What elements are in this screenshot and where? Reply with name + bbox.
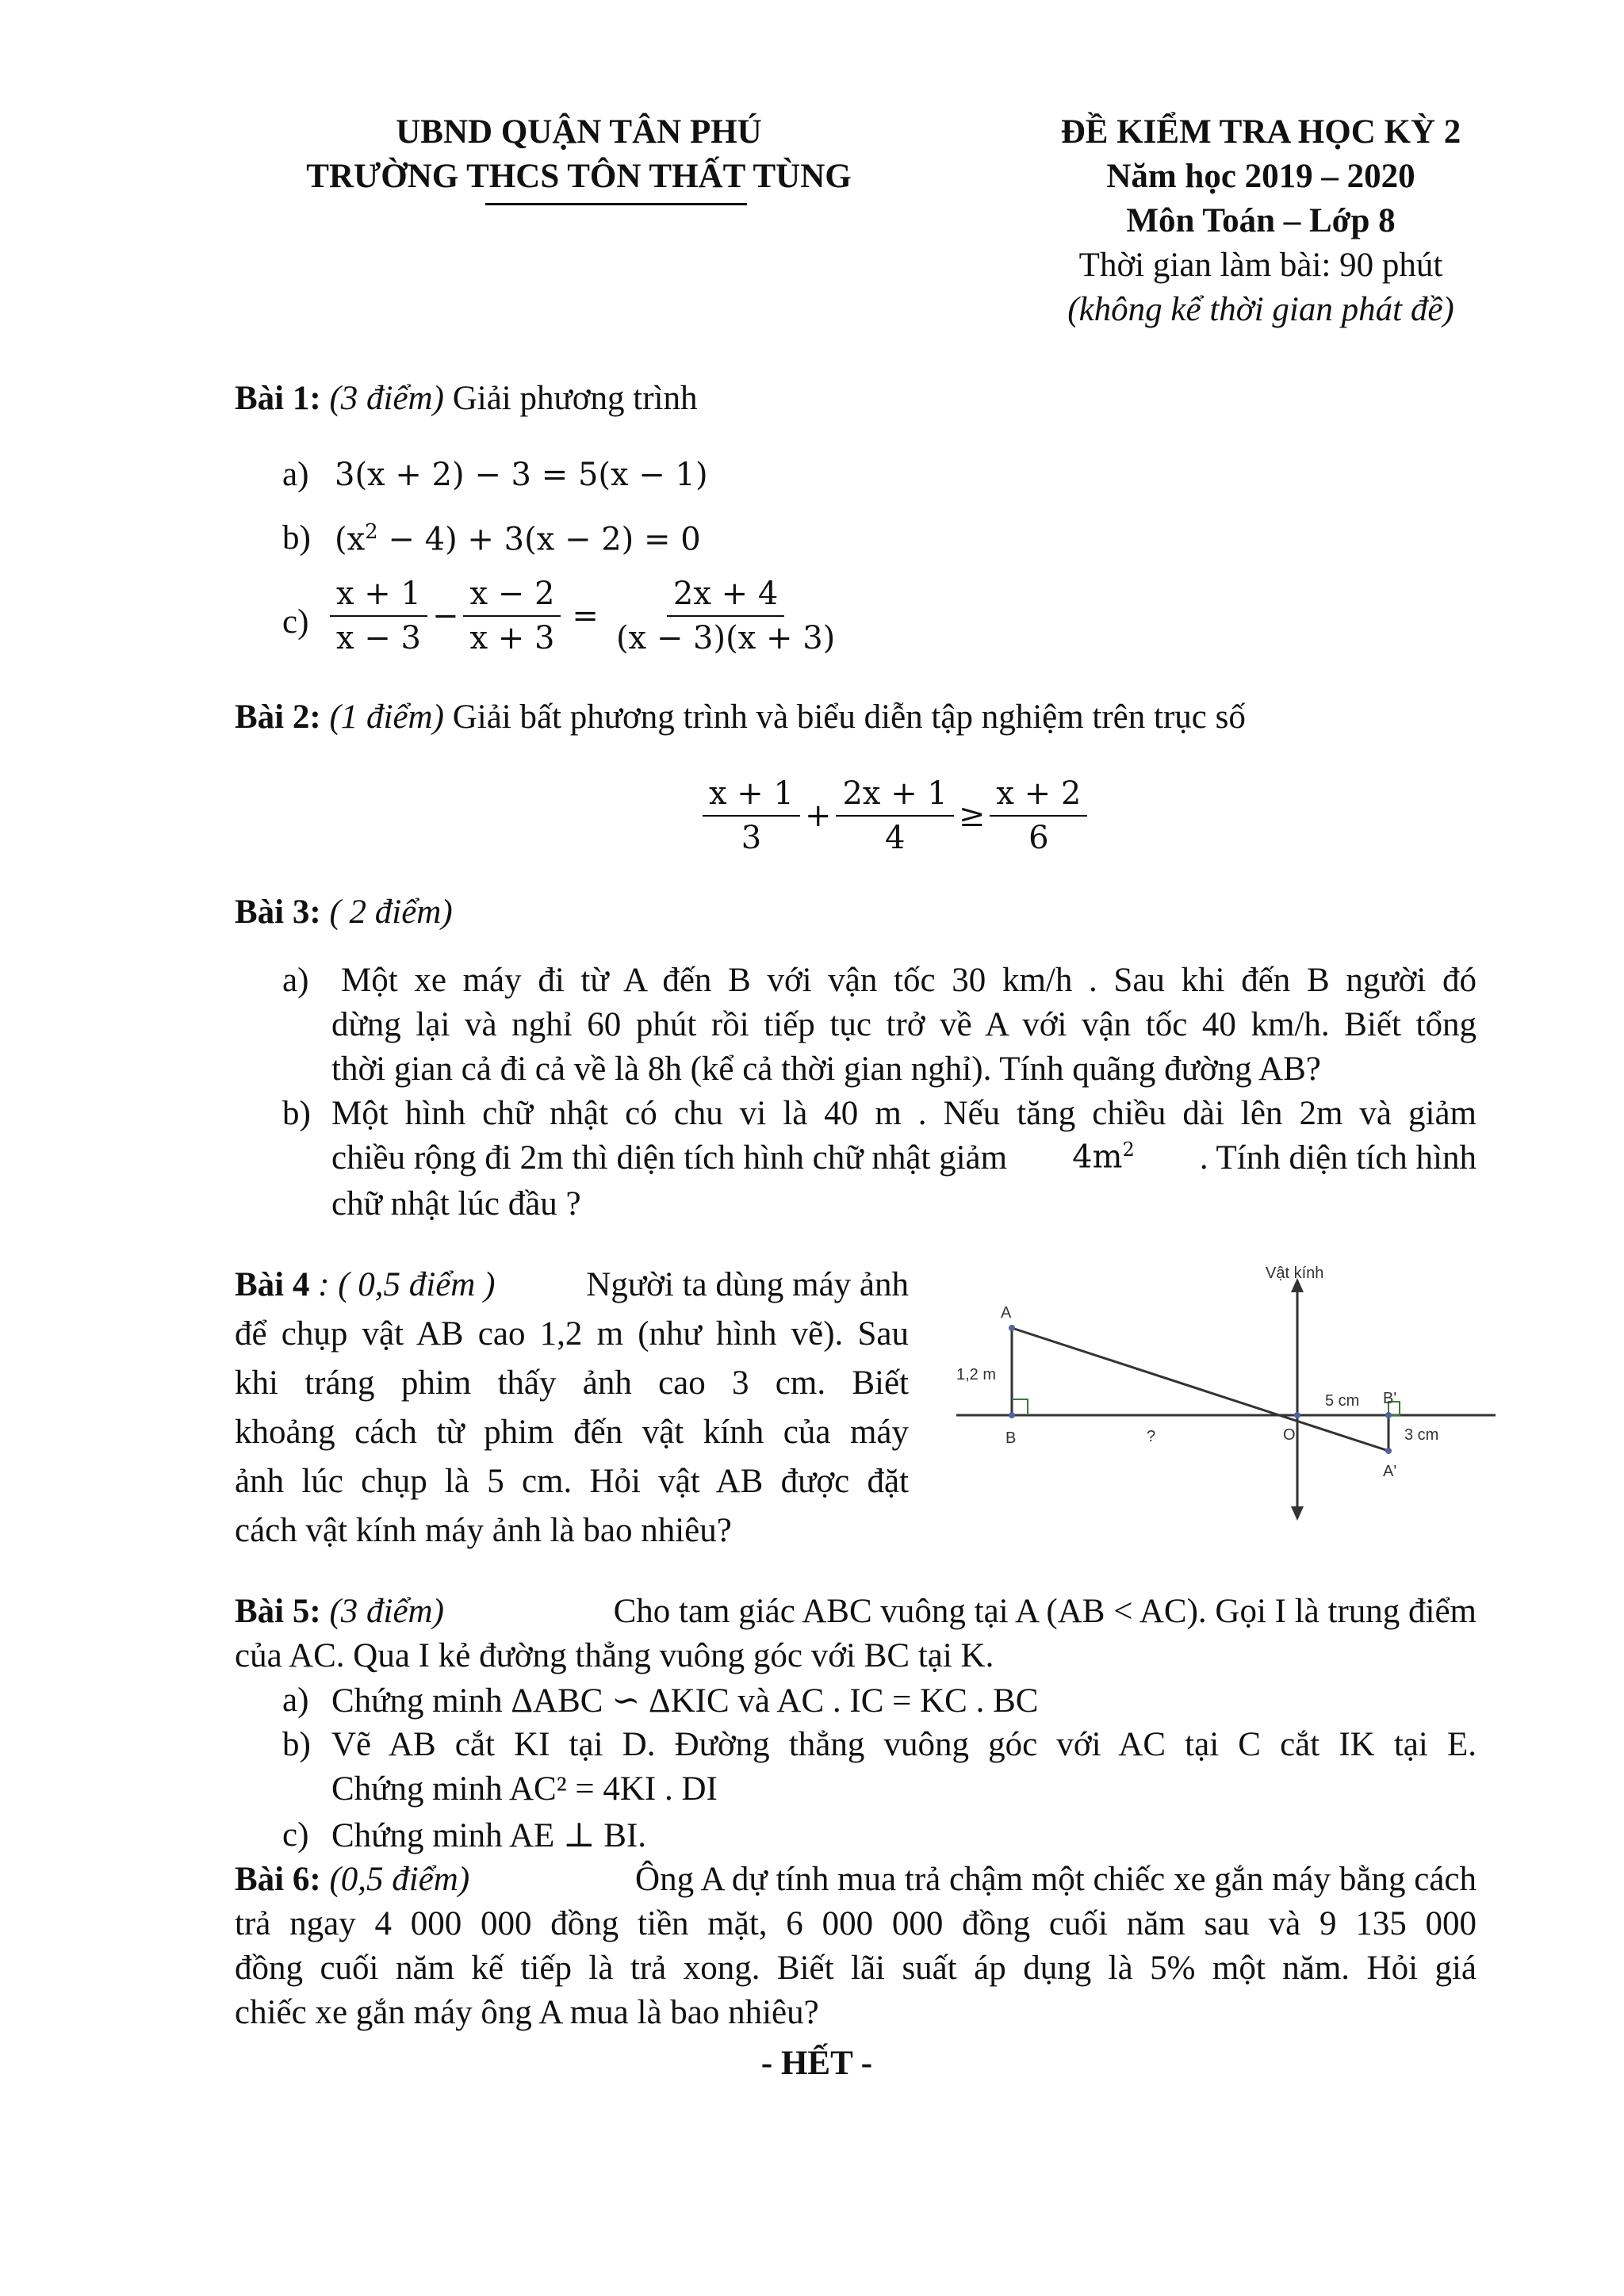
fraction: $\frac{2x + 4}{(x - 3)(x + 3)}$ — [615, 576, 836, 656]
problem-1b-equation: $(x^2 - 4) + 3(x - 2) = 0$ — [335, 520, 701, 558]
problem-5c-label: c) — [282, 1816, 309, 1854]
problem-6-title: Bài 6: — [235, 1861, 321, 1898]
problem-2-points: (1 điểm) — [329, 698, 444, 736]
point-Aprime — [1385, 1448, 1392, 1454]
problem-1-title: Bài 1: — [235, 380, 321, 417]
problem-5c-text: Chứng minh AE ⊥ BI. — [331, 1817, 647, 1854]
problem-5a-text: Chứng minh ΔABC ∽ ΔKIC và AC . IC = KC . BC — [331, 1682, 1039, 1720]
problem-1c-label: c) — [282, 603, 309, 641]
problem-1a-equation: 3(x + 2) − 3 = 5(x − 1) — [335, 457, 708, 493]
fraction: $\frac{x + 2}{6}$ — [990, 775, 1087, 856]
problem-3b-line: chiều rộng đi 2m thì diện tích hình chữ nhật giảm $4m^2$ . Tính diện tích hình — [331, 1138, 1477, 1177]
lens-label: Vật kính — [1266, 1265, 1324, 1282]
problem-2-title: Bài 2: — [235, 698, 321, 736]
problem-3-title: Bài 3: — [235, 894, 321, 931]
label-image-height: 3 cm — [1404, 1426, 1439, 1444]
point-B — [1009, 1412, 1015, 1418]
right-angle-mark — [1012, 1399, 1028, 1415]
header-underline — [485, 203, 747, 205]
fraction: $\frac{x - 2}{x + 3}$ — [463, 576, 561, 656]
problem-5-line: Cho tam giác ABC vuông tại A (AB < AC). Gọi I là trung điểm — [613, 1593, 1477, 1630]
problem-1c-equation: $\frac{x + 1}{x - 3}$ − $\frac{x - 2}{x + 3}$ = $\frac{2x + 4}{(x - 3)(x + 3)}$ — [325, 576, 846, 656]
label-distance: 5 cm — [1325, 1392, 1360, 1410]
problem-1-points: (3 điểm) — [329, 380, 444, 417]
point-Bprime — [1385, 1412, 1392, 1418]
label-Aprime: A' — [1383, 1463, 1397, 1480]
end-marker: - HẾT - — [760, 2045, 873, 2082]
problem-6-line: Ông A dự tính mua trả chậm một chiếc xe gắn máy bằng cách — [635, 1861, 1477, 1898]
label-height: 1,2 m — [956, 1366, 997, 1383]
problem-6-line: chiếc xe gắn máy ông A mua là bao nhiêu? — [235, 1994, 819, 2031]
problem-5b-line: Chứng minh AC² = 4KI . DI — [331, 1770, 718, 1808]
problem-6-line: đồng cuối năm kế tiếp là trả xong. Biết lãi suất áp dụng là 5% một năm. Hỏi giá — [235, 1950, 1477, 1987]
lens-arrow-bottom — [1291, 1506, 1304, 1521]
point-O — [1294, 1412, 1300, 1418]
problem-3b-line: chữ nhật lúc đầu ? — [331, 1185, 581, 1223]
problem-4-text: Người ta dùng máy ảnh — [586, 1266, 909, 1303]
problem-3-points: ( 2 điểm) — [329, 894, 453, 931]
problem-3a-label: a) — [282, 962, 309, 999]
problem-5-line: của AC. Qua I kẻ đường thẳng vuông góc với BC tại K. — [235, 1637, 994, 1674]
camera-figure — [948, 1261, 1503, 1546]
problem-1a-label: a) — [282, 456, 309, 493]
fraction: $\frac{2x + 1}{4}$ — [836, 775, 953, 856]
school-name: TRƯỜNG THCS TÔN THẤT TÙNG — [306, 158, 852, 195]
problem-4-line: ảnh lúc chụp là 5 cm. Hỏi vật AB được đặt — [235, 1463, 909, 1500]
school-district: UBND QUẬN TÂN PHÚ — [396, 113, 762, 151]
problem-5a-label: a) — [282, 1682, 309, 1719]
label-B: B — [1005, 1429, 1017, 1447]
problem-5b-line: Vẽ AB cắt KI tại D. Đường thẳng vuông góc với AC tại C cắt IK tại E. — [331, 1726, 1477, 1763]
label-O: O — [1283, 1426, 1296, 1444]
problem-4-line: để chụp vật AB cao 1,2 m (như hình vẽ). Sau — [235, 1315, 909, 1353]
problem-1b-label: b) — [282, 519, 311, 557]
problem-3a-line: Một xe máy đi từ A đến B với vận tốc 30 km/h . Sau khi đến B người đó — [341, 962, 1477, 999]
problem-2-inequality: $\frac{x + 1}{3}$ + $\frac{2x + 1}{4}$ ≥ $\frac{x + 2}{6}$ — [698, 775, 1092, 856]
ray-A-O-Aprime — [1012, 1328, 1388, 1451]
problem-3a-line: thời gian cả đi cả về là 8h (kể cả thời gian nghỉ). Tính quãng đường AB? — [331, 1050, 1321, 1088]
label-Bprime: B' — [1383, 1390, 1397, 1407]
point-A — [1009, 1325, 1015, 1331]
problem-1-text: Giải phương trình — [452, 380, 698, 417]
label-A: A — [1001, 1304, 1012, 1322]
subject: Môn Toán – Lớp 8 — [1126, 202, 1396, 239]
problem-4-line: khoảng cách từ phim đến vật kính của máy — [235, 1414, 909, 1451]
duration: Thời gian làm bài: 90 phút — [1078, 247, 1443, 284]
problem-5-title: Bài 5: — [235, 1593, 321, 1630]
problem-5-points: (3 điểm) — [329, 1593, 444, 1630]
fraction: $\frac{x + 1}{3}$ — [703, 775, 800, 856]
problem-4-line: khi tráng phim thấy ảnh cao 3 cm. Biết — [235, 1364, 909, 1402]
problem-6-line: trả ngay 4 000 000 đồng tiền mặt, 6 000 000 đồng cuối năm sau và 9 135 000 — [235, 1905, 1477, 1942]
school-year: Năm học 2019 – 2020 — [1106, 158, 1415, 195]
problem-4-line: cách vật kính máy ảnh là bao nhiêu? — [235, 1512, 732, 1549]
problem-3b-line: Một hình chữ nhật có chu vi là 40 m . Nếu tăng chiều dài lên 2m và giảm — [331, 1095, 1477, 1132]
exam-title: ĐỀ KIỂM TRA HỌC KỲ 2 — [1060, 113, 1461, 151]
problem-5b-label: b) — [282, 1726, 311, 1763]
problem-3b-label: b) — [282, 1095, 311, 1132]
fraction: $\frac{x + 1}{x - 3}$ — [330, 576, 427, 656]
problem-6-points: (0,5 điểm) — [329, 1861, 470, 1898]
duration-note: (không kể thời gian phát đề) — [1067, 291, 1454, 328]
label-unknown: ? — [1147, 1428, 1156, 1445]
problem-4-points: : ( 0,5 điểm ) — [318, 1266, 496, 1303]
problem-2-text: Giải bất phương trình và biểu diễn tập nghiệm trên trục số — [452, 698, 1246, 736]
problem-3a-line: dừng lại và nghỉ 60 phút rồi tiếp tục trở về A với vận tốc 40 km/h. Biết tổng — [331, 1006, 1477, 1043]
problem-4-title: Bài 4 — [235, 1266, 310, 1303]
